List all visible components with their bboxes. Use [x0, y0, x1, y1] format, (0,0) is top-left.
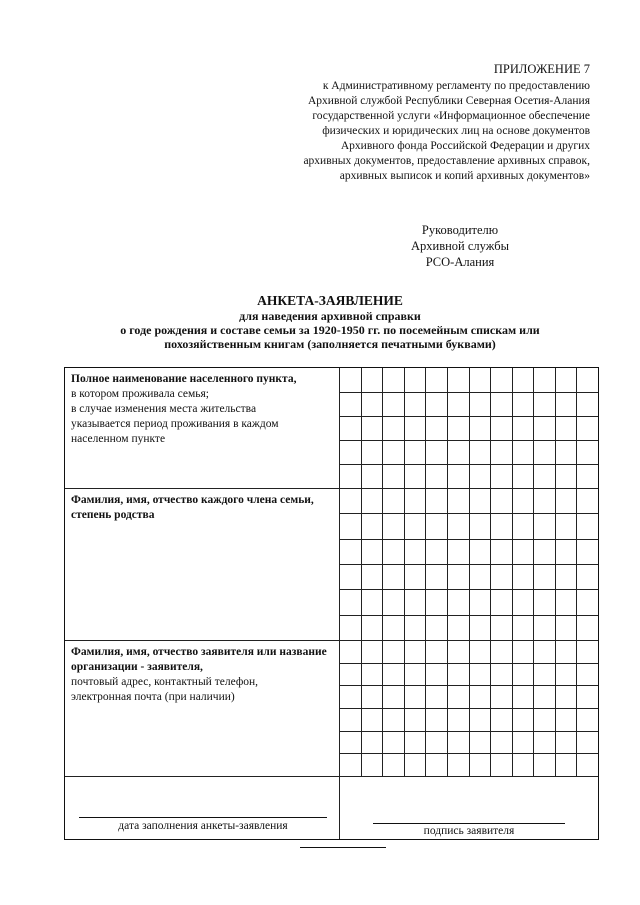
cell-column-line — [490, 368, 491, 776]
cell-row-line — [339, 416, 598, 417]
cell-column-line — [447, 368, 448, 776]
annex-title: ПРИЛОЖЕНИЕ 7 — [493, 62, 590, 76]
cell-row-line — [339, 615, 598, 616]
cell-column-line — [361, 368, 362, 776]
annex-line: Архивного фонда Российской Федерации и других — [340, 140, 590, 152]
annex-line: физических и юридических лиц на основе документов — [322, 125, 590, 137]
cell-row-line — [339, 731, 598, 732]
cell-column-line — [469, 368, 470, 776]
cell-column-line — [404, 368, 405, 776]
section-divider — [65, 776, 598, 777]
cell-column-line — [382, 368, 383, 776]
form-heading — [60, 292, 600, 351]
form-description: о годе рождения и составе семьи за 1920-1950 гг. по посемейным спискам или — [120, 323, 540, 337]
cell-row-line — [339, 513, 598, 514]
section-settlement-label: Полное наименование населенного пункта, в котором проживала семья; в случае изменения места жительства указывается период проживания в каждом населенном пункте — [71, 373, 297, 445]
cell-row-line — [339, 753, 598, 754]
cell-row-line — [339, 564, 598, 565]
annex-block — [286, 62, 590, 184]
cell-row-line — [339, 663, 598, 664]
annex-line: государственной услуги «Информационное обеспечение — [312, 110, 590, 122]
annex-line: Архивной службой Республики Северная Осетия-Алания — [307, 95, 590, 107]
section-divider — [65, 640, 598, 641]
addressee-line: Руководителю — [421, 223, 499, 237]
annex-line: архивных документов, предоставление архивных справок, — [303, 155, 590, 167]
cell-row-line — [339, 589, 598, 590]
cell-column-line — [533, 368, 534, 776]
section-applicant-label: Фамилия, имя, отчество заявителя или название организации - заявителя, почтовый адрес, контактный телефон, электронная почта (при наличии) — [71, 646, 327, 703]
cell-column-line — [512, 368, 513, 776]
section-family-label: Фамилия, имя, отчество каждого члена семьи, степень родства — [71, 494, 314, 521]
cell-row-line — [339, 685, 598, 686]
form-table — [64, 367, 599, 840]
column-divider — [339, 368, 340, 839]
section-divider — [65, 488, 598, 489]
signature-line[interactable] — [373, 823, 565, 824]
cell-column-line — [576, 368, 577, 776]
form-subtitle: для наведения архивной справки — [239, 309, 421, 323]
cell-column-line — [555, 368, 556, 776]
bottom-rule — [300, 847, 386, 848]
date-line[interactable] — [79, 817, 327, 818]
cell-row-line — [339, 392, 598, 393]
cell-row-line — [339, 539, 598, 540]
form-description: похозяйственным книгам (заполняется печатными буквами) — [164, 337, 496, 351]
annex-line: архивных выписок и копий архивных документов» — [339, 170, 590, 182]
addressee-line: Архивной службы — [411, 239, 509, 253]
cell-row-line — [339, 708, 598, 709]
cell-row-line — [339, 440, 598, 441]
cell-column-line — [425, 368, 426, 776]
addressee-line: РСО-Алания — [425, 255, 495, 269]
annex-line: к Административному регламенту по предоставлению — [322, 80, 590, 92]
addressee-block — [380, 222, 540, 270]
signature-caption: подпись заявителя — [423, 825, 515, 837]
form-title: АНКЕТА-ЗАЯВЛЕНИЕ — [257, 293, 403, 308]
date-caption: дата заполнения анкеты-заявления — [118, 820, 288, 832]
cell-row-line — [339, 464, 598, 465]
